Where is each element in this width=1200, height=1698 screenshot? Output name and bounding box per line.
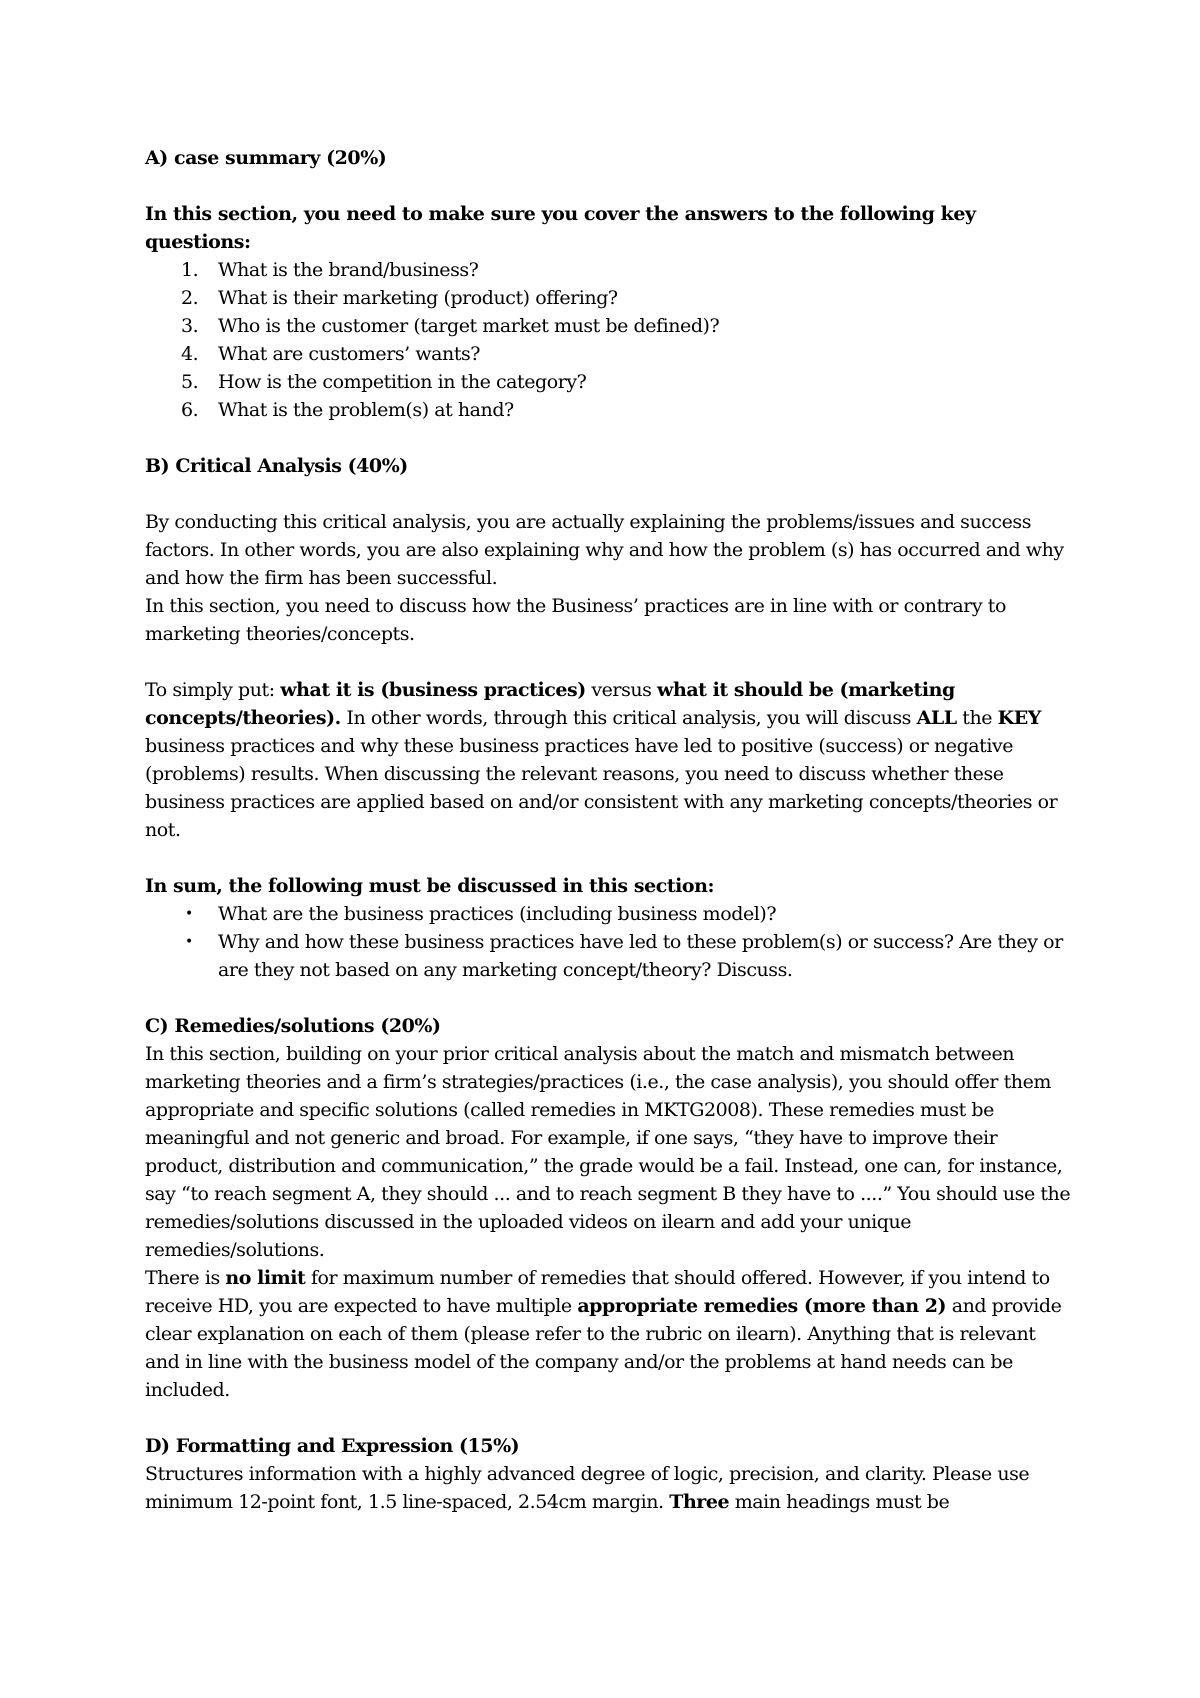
section-b-paragraph-1: By conducting this critical analysis, you are actually explaining the problems/issues and success factors. In other words, you are also explaining why and how the problem (s) has occurred and why and how the firm has been successful. [145, 511, 1064, 589]
list-number: 2. [181, 287, 199, 309]
list-item [145, 900, 1075, 928]
section-a-intro: In this section, you need to make sure you cover the answers to the following key questions: [145, 203, 976, 253]
section-c-paragraph-2 [145, 1264, 1075, 1404]
text-run: business practices and why these business practices have led to positive (success) or negative (problems) results. When discussing the relevant reasons, you need to discuss whether these business practices are applied based on and/or consistent with any marketing concepts/theories or not. [145, 735, 1058, 841]
section-d-paragraph [145, 1460, 1075, 1516]
list-number: 6. [181, 399, 199, 421]
list-item-text: Why and how these business practices have led to these problem(s) or success? Are they or are they not based on any marketing concept/theory? Discuss. [218, 931, 1063, 981]
section-c-paragraph-1: In this section, building on your prior critical analysis about the match and mismatch between marketing theories and a firm’s strategies/practices (i.e., the case analysis), you should offer them appropriate and specific solutions (called remedies in MKTG2008). These remedies must be meaningful and not generic and broad. For example, if one says, “they have to improve their product, distribution and communication,” the grade would be a fail. Instead, one can, for instance, say “to reach segment A, they should ... and to reach segment B they have to ....” You should use the remedies/solutions discussed in the uploaded videos on ilearn and add your unique remedies/solutions. [145, 1043, 1071, 1261]
bold-run: what it should be (marketing concepts/theories). [145, 679, 955, 729]
bold-run: KEY [997, 707, 1041, 729]
text-run: To simply put: [145, 679, 281, 701]
text-run: There is [145, 1267, 226, 1289]
list-item [145, 928, 1075, 984]
list-item-text: What is the brand/business? [218, 259, 479, 281]
key-questions-list [145, 256, 1075, 424]
list-item-text: What are customers’ wants? [218, 343, 481, 365]
list-item [145, 340, 1075, 368]
section-d-heading: D) Formatting and Expression (15%) [145, 1435, 520, 1457]
bold-run: what it is (business practices) [280, 679, 586, 701]
bold-run: appropriate remedies (more than 2) [577, 1295, 947, 1317]
list-item [145, 368, 1075, 396]
text-run: and provide clear explanation on each of them (please refer to the rubric on ilearn). Anything that is relevant and in line with the business model of the company and/or the problems at hand needs can be included. [145, 1295, 1062, 1401]
text-run: Structures information with a highly advanced degree of logic, precision, and clarity. Please use minimum 12-point font, 1.5 line-spaced, 2.54cm margin. [145, 1463, 1030, 1513]
section-c-heading: C) Remedies/solutions (20%) [145, 1015, 441, 1037]
document-page [145, 144, 1075, 1516]
bold-run: Three [669, 1491, 730, 1513]
list-number: 5. [181, 371, 199, 393]
list-item [145, 312, 1075, 340]
list-number: 3. [181, 315, 199, 337]
list-item-text: What is the problem(s) at hand? [218, 399, 514, 421]
list-number: 1. [181, 259, 199, 281]
list-item [145, 284, 1075, 312]
list-item [145, 396, 1075, 424]
section-b-summary-heading: In sum, the following must be discussed in this section: [145, 875, 715, 897]
list-item-text: How is the competition in the category? [218, 371, 587, 393]
bullet-icon: • [185, 934, 193, 950]
bold-run: no limit [225, 1267, 306, 1289]
text-run: the [956, 707, 998, 729]
section-b-paragraph-2: In this section, you need to discuss how the Business’ practices are in line with or contrary to marketing theories/concepts. [145, 595, 1006, 645]
summary-bullet-list [145, 900, 1075, 984]
section-b-paragraph-3 [145, 676, 1075, 844]
section-a-heading: A) case summary (20%) [145, 147, 387, 169]
text-run: main headings must be [729, 1491, 950, 1513]
list-item-text: What is their marketing (product) offering? [218, 287, 618, 309]
bold-run: ALL [916, 707, 957, 729]
section-b-heading: B) Critical Analysis (40%) [145, 455, 408, 477]
list-item-text: What are the business practices (including business model)? [218, 903, 777, 925]
text-run: In other words, through this critical analysis, you will discuss [340, 707, 917, 729]
bullet-icon: • [185, 906, 193, 922]
list-item [145, 256, 1075, 284]
list-number: 4. [181, 343, 199, 365]
text-run: for maximum number of remedies that should offered. However, if you intend to receive HD, you are expected to have multiple [145, 1267, 1050, 1317]
text-run: versus [585, 679, 658, 701]
list-item-text: Who is the customer (target market must be defined)? [218, 315, 720, 337]
